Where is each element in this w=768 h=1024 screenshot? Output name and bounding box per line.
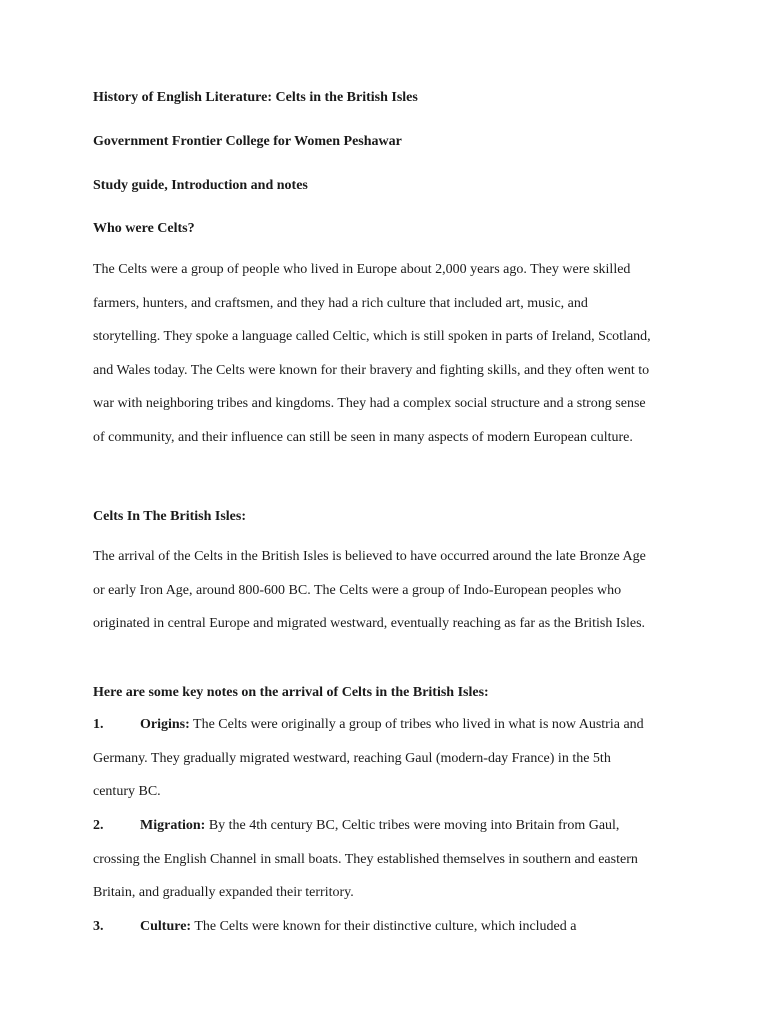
list-item-migration (93, 809, 653, 910)
section-heading-celts-british-isles: Celts In The British Isles: (93, 509, 246, 524)
paragraph-arrival: The arrival of the Celts in the British Isles is believed to have occurred around the late Bronze Age or early Iron Age, around 800-600 BC. The Celts were a group of Indo-European peoples who originated in central Europe and migrated westward, eventually reaching as far as the British Isles. (93, 549, 646, 632)
list-item-culture (93, 910, 653, 944)
guide-subtitle: Study guide, Introduction and notes (93, 178, 308, 193)
list-item-label: Origins: (140, 717, 190, 732)
paragraph-who-were-celts: The Celts were a group of people who lived in Europe about 2,000 years ago. They were skilled farmers, hunters, and craftsmen, and they had a rich culture that included art, music, and storytelling. They spoke a language called Celtic, which is still spoken in parts of Ireland, Scotland, and Wales today. The Celts were known for their bravery and fighting skills, and they often went to war with neighboring tribes and kingdoms. They had a complex social structure and a strong sense of community, and their influence can still be seen in many aspects of modern European culture. (93, 262, 651, 445)
list-item-number: 2. (93, 818, 104, 833)
list-item-text: The Celts were known for their distinctive culture, which included a (191, 919, 577, 934)
list-item-label: Migration: (140, 818, 206, 833)
document-title: History of English Literature: Celts in the British Isles (93, 90, 418, 105)
college-name: Government Frontier College for Women Peshawar (93, 134, 402, 149)
list-item-text: The Celts were originally a group of tribes who lived in what is now Austria and Germany. They gradually migrated westward, reaching Gaul (modern-day France) in the 5th century BC. (93, 717, 644, 800)
list-item-number: 3. (93, 919, 104, 934)
list-item-text: By the 4th century BC, Celtic tribes were moving into Britain from Gaul, crossing the English Channel in small boats. They established themselves in southern and eastern Britain, and gradually expanded their territory. (93, 818, 638, 901)
notes-heading: Here are some key notes on the arrival of Celts in the British Isles: (93, 685, 489, 700)
list-item-number: 1. (93, 717, 104, 732)
section-heading-who-were-celts: Who were Celts? (93, 221, 195, 236)
list-item-label: Culture: (140, 919, 192, 934)
list-item-origins (93, 708, 653, 809)
